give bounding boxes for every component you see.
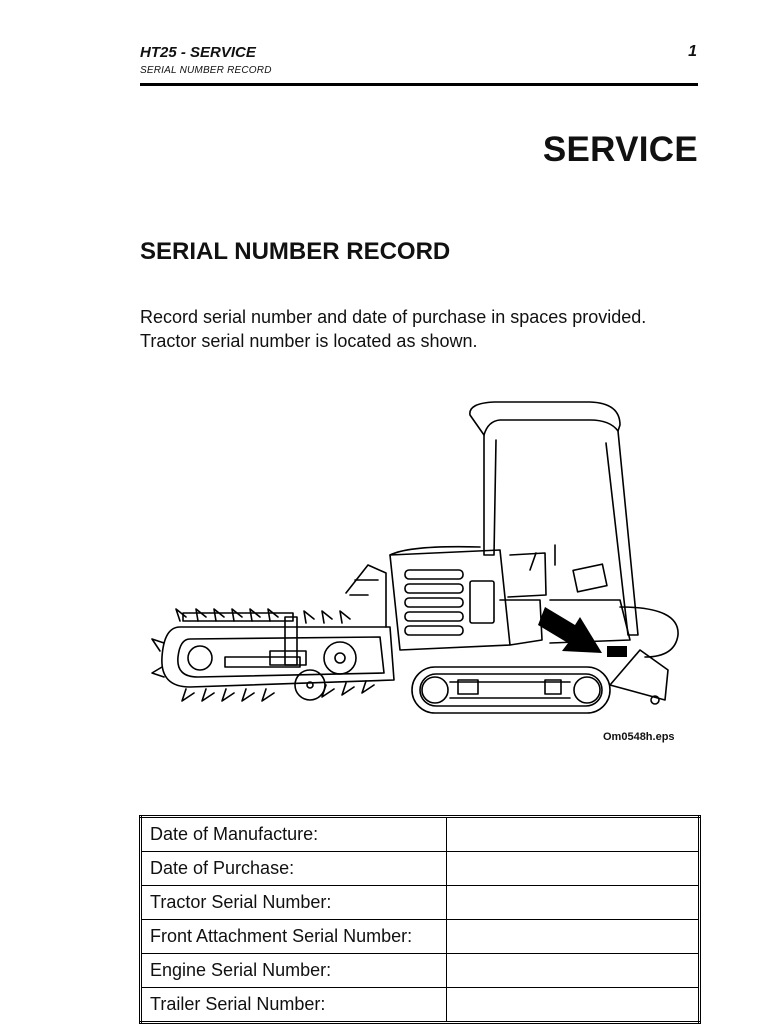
instructions-line-2: Tractor serial number is located as shown. [140,331,478,351]
header-title: HT25 - SERVICE [140,44,256,61]
engine-hood [390,547,510,650]
row-label: Tractor Serial Number: [141,886,447,920]
instructions-text [140,305,720,353]
crawler-track [412,667,610,713]
tractor-illustration [150,395,690,725]
serial-location-arrow-icon [538,607,602,653]
row-label: Trailer Serial Number: [141,988,447,1023]
table-row [141,954,700,988]
header-divider [140,83,698,86]
table-row [141,852,700,886]
row-label: Front Attachment Serial Number: [141,920,447,954]
row-label: Date of Manufacture: [141,817,447,852]
table-row [141,920,700,954]
operator-station [500,545,678,704]
section-title: SERIAL NUMBER RECORD [140,238,451,265]
table-row [141,886,700,920]
row-value-field[interactable] [447,954,700,988]
serial-record-table [139,815,701,1024]
table-row [141,817,700,852]
chapter-title: SERVICE [542,130,698,169]
page-number: 1 [688,43,697,60]
row-value-field[interactable] [447,920,700,954]
instructions-line-1: Record serial number and date of purchase in spaces provided. [140,307,647,327]
row-value-field[interactable] [447,817,700,852]
header-subtitle: SERIAL NUMBER RECORD [140,65,272,76]
row-value-field[interactable] [447,988,700,1023]
row-label: Engine Serial Number: [141,954,447,988]
row-value-field[interactable] [447,886,700,920]
figure-file-label: Om0548h.eps [603,731,675,743]
serial-plate [607,646,627,657]
row-value-field[interactable] [447,852,700,886]
page-header [140,44,272,76]
trencher-boom [162,565,394,700]
row-label: Date of Purchase: [141,852,447,886]
table-row [141,988,700,1023]
